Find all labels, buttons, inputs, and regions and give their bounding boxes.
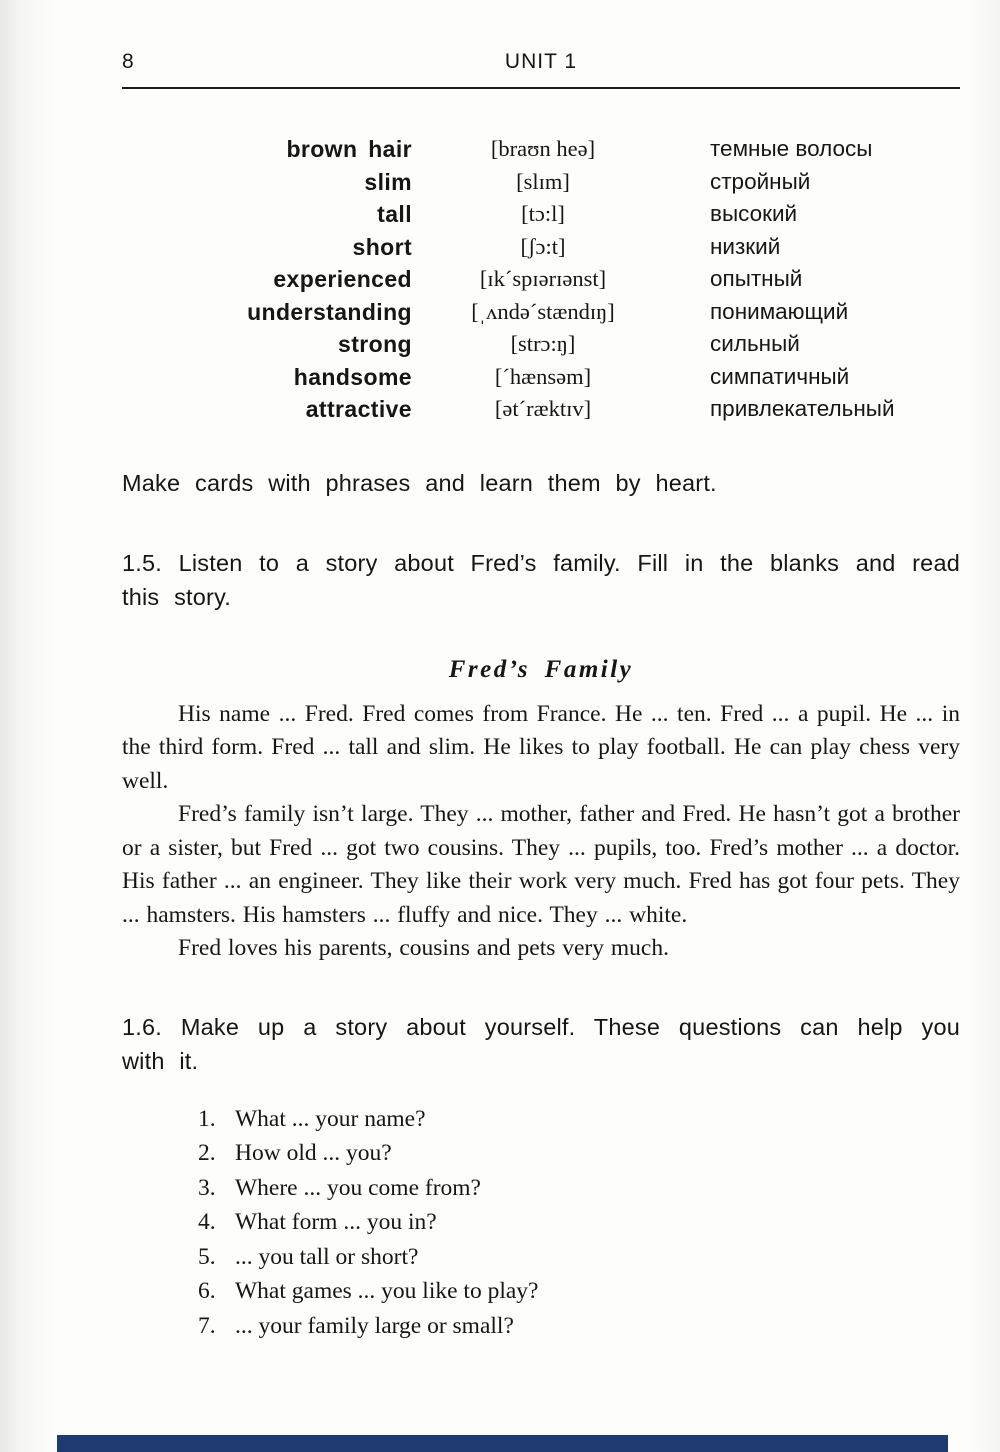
vocab-translation: симпатичный: [710, 363, 850, 389]
vocab-row: [122, 166, 960, 199]
question-item: [122, 1205, 960, 1240]
vocab-english: short: [352, 233, 412, 260]
question-item: [122, 1102, 960, 1137]
vocab-row: [122, 133, 960, 166]
vocab-transcription: [ˌʌndə´stændɪŋ]: [471, 298, 615, 324]
vocab-translation: низкий: [710, 233, 781, 259]
question-item: [122, 1240, 960, 1275]
vocab-transcription: [ət´ræktɪv]: [494, 396, 592, 421]
question-number: 5.: [198, 1243, 216, 1270]
story-paragraph: Fred loves his parents, cousins and pets very much.: [178, 935, 669, 961]
vocab-transcription: [slɪm]: [516, 168, 570, 194]
question-number: 3.: [198, 1174, 216, 1201]
question-item: [122, 1309, 960, 1344]
vocab-english: handsome: [293, 363, 412, 390]
vocab-translation: темные волосы: [710, 136, 873, 161]
vocab-translation: высокий: [710, 201, 798, 226]
vocab-english: slim: [364, 168, 412, 195]
question-text: ... your family large or small?: [235, 1312, 514, 1339]
vocab-row: [122, 393, 960, 426]
vocab-row: [122, 328, 960, 361]
question-text: What ... your name?: [235, 1105, 426, 1132]
page-number: 8: [122, 50, 135, 73]
vocab-translation: понимающий: [710, 298, 849, 324]
page-header: [122, 50, 960, 89]
question-item: [122, 1274, 960, 1309]
vocab-translation: опытный: [710, 266, 803, 291]
vocab-transcription: [ɪk´spɪərɪənst]: [479, 266, 607, 291]
vocab-row: [122, 231, 960, 264]
make-cards-instruction: Make cards with phrases and learn them by heart.: [122, 469, 717, 496]
unit-title: UNIT 1: [504, 50, 578, 73]
exercise-1-6-instruction: 1.6. Make up a story about yourself. These questions can help you with it.: [122, 1013, 960, 1074]
page: [0, 50, 1000, 1343]
vocab-transcription: [ʃɔ:t]: [520, 233, 566, 259]
questions-list: [122, 1102, 960, 1344]
question-text: What form ... you in?: [235, 1209, 437, 1235]
vocab-english: understanding: [247, 298, 412, 325]
question-number: 2.: [198, 1140, 216, 1166]
vocab-transcription: [strɔ:ŋ]: [510, 331, 576, 356]
question-text: Where ... you come from?: [235, 1174, 481, 1201]
vocabulary-table: [122, 133, 960, 426]
vocab-translation: привлекательный: [710, 396, 895, 421]
vocab-english: tall: [377, 201, 412, 227]
vocab-row: [122, 361, 960, 394]
question-number: 7.: [198, 1312, 216, 1339]
vocab-transcription: [´hænsəm]: [494, 363, 592, 389]
question-number: 6.: [198, 1278, 216, 1304]
story-paragraph: Fred’s family isn’t large. They ... mother, father and Fred. He hasn’t got a brother or a sister, but Fred ... got two cousins. They ... pupils, too. Fred’s mother ... a doctor. His father ... an engineer. They like their work very much. Fred has got four pets. They ... hamsters. His hamsters ... fluffy and nice. They ... white.: [122, 801, 960, 928]
question-number: 1.: [198, 1105, 216, 1132]
vocab-translation: стройный: [710, 168, 811, 194]
book-cover-strip: [57, 1435, 948, 1452]
story-paragraph: His name ... Fred. Fred comes from France. He ... ten. Fred ... a pupil. He ... in the third form. Fred ... tall and slim. He likes to play football. He can play chess very well.: [122, 700, 960, 794]
vocab-row: [122, 296, 960, 329]
story-text: [122, 698, 960, 966]
question-text: What games ... you like to play?: [235, 1278, 539, 1304]
question-item: [122, 1136, 960, 1171]
vocab-english: strong: [338, 331, 412, 357]
story-title: Fred’s Family: [448, 655, 634, 683]
vocab-row: [122, 198, 960, 231]
vocab-transcription: [braʊn heə]: [490, 136, 596, 161]
vocab-english: brown hair: [286, 136, 412, 162]
question-number: 4.: [198, 1209, 216, 1235]
question-text: ... you tall or short?: [235, 1243, 419, 1270]
vocab-english: attractive: [305, 396, 412, 422]
vocab-english: experienced: [273, 266, 412, 292]
vocab-translation: сильный: [710, 331, 800, 356]
exercise-1-5-instruction: 1.5. Listen to a story about Fred’s family. Fill in the blanks and read this story.: [122, 549, 960, 610]
vocab-row: [122, 263, 960, 296]
question-text: How old ... you?: [235, 1140, 392, 1166]
vocab-transcription: [tɔ:l]: [521, 201, 565, 226]
question-item: [122, 1171, 960, 1206]
